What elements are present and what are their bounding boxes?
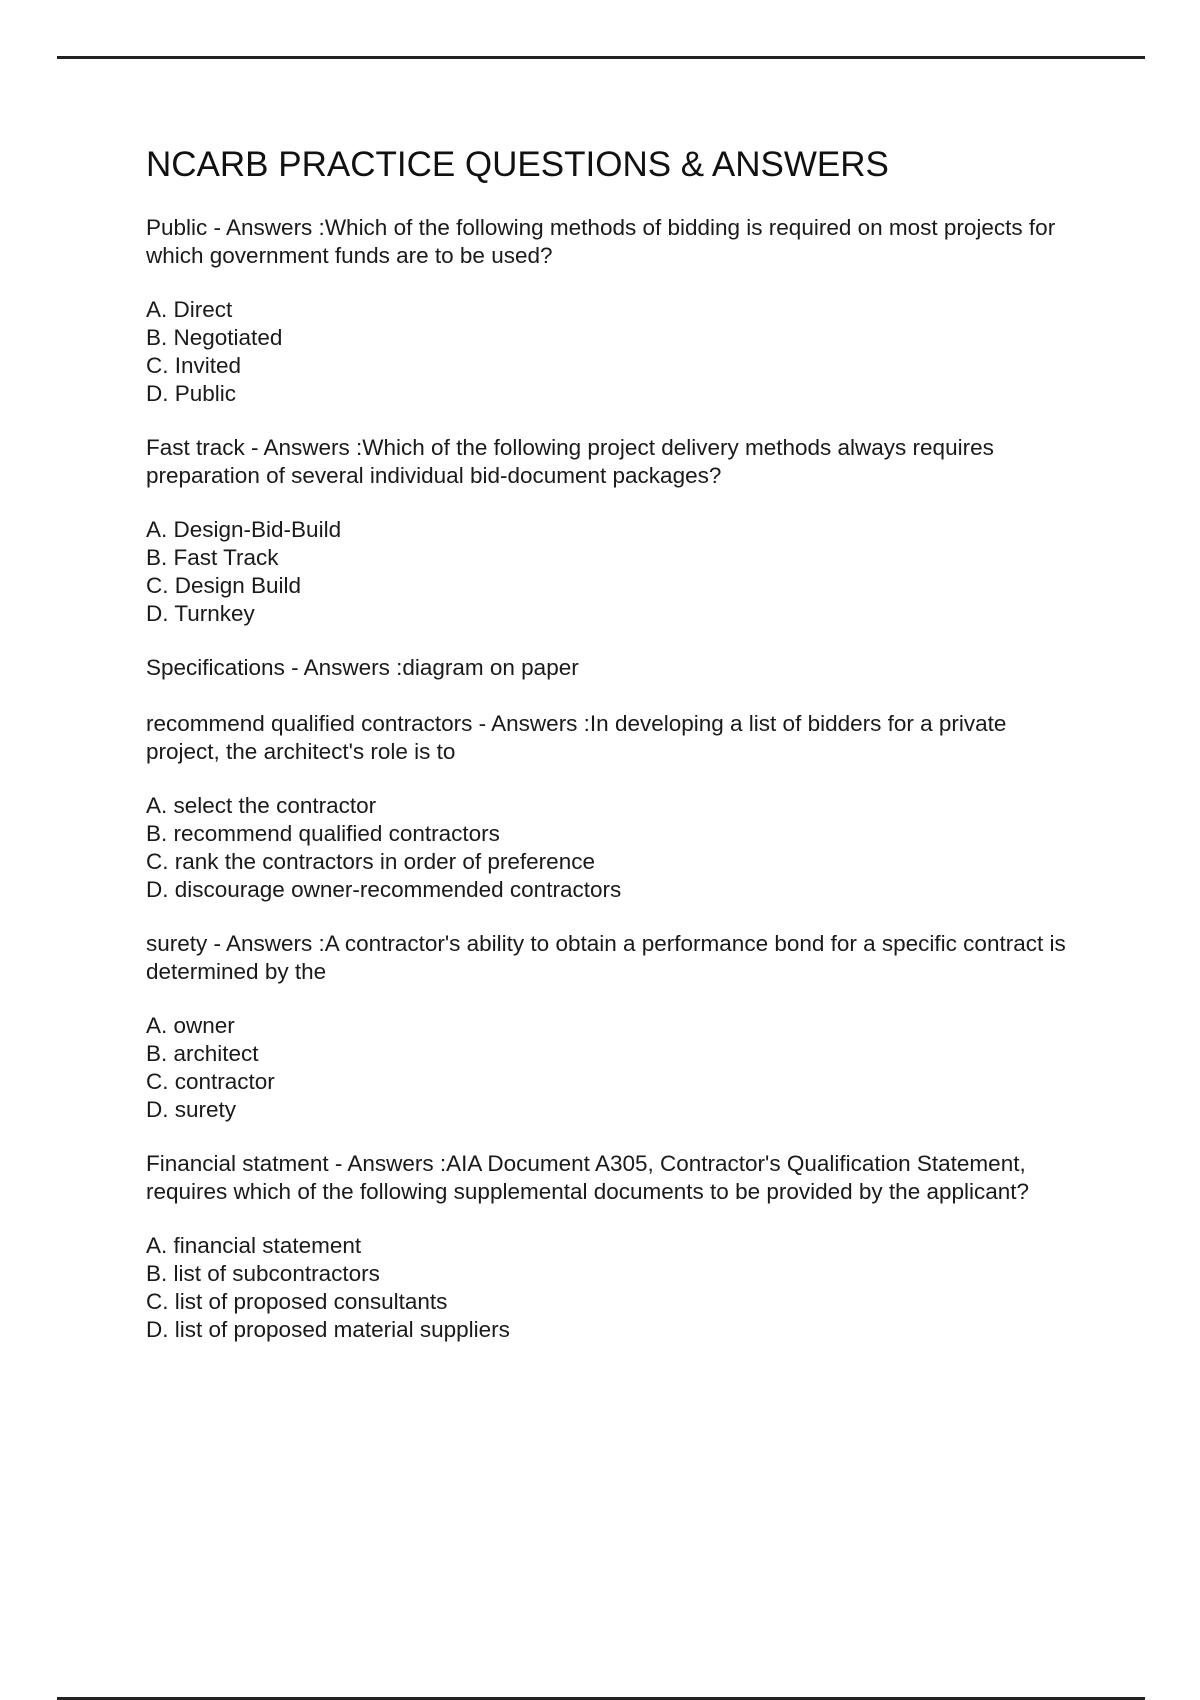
question-text: surety - Answers :A contractor's ability to obtain a performance bond for a specific contract is determined by the [146, 931, 1066, 984]
option: A. Design-Bid-Build [146, 517, 342, 542]
option: D. Turnkey [146, 601, 255, 626]
option: A. select the contractor [146, 793, 377, 818]
option: D. discourage owner-recommended contractors [146, 877, 622, 902]
option: C. contractor [146, 1069, 275, 1094]
answer-options [146, 1012, 1086, 1124]
question-text: Public - Answers :Which of the following methods of bidding is required on most projects for which government funds are to be used? [146, 215, 1056, 268]
option: B. Negotiated [146, 325, 283, 350]
option: D. surety [146, 1097, 237, 1122]
qa-item [146, 654, 1086, 682]
qa-item [146, 214, 1086, 408]
answer-options [146, 296, 1086, 408]
header-rule [57, 56, 1145, 59]
qa-item [146, 1150, 1086, 1344]
question-text: Specifications - Answers :diagram on paper [146, 655, 579, 680]
document-body [146, 140, 1086, 1370]
option: C. Design Build [146, 573, 302, 598]
option: C. rank the contractors in order of preference [146, 849, 595, 874]
answer-options [146, 1232, 1086, 1344]
answer-options [146, 516, 1086, 628]
option: B. list of subcontractors [146, 1261, 380, 1286]
option: C. list of proposed consultants [146, 1289, 448, 1314]
option: B. Fast Track [146, 545, 279, 570]
qa-item [146, 930, 1086, 1124]
question-text: Financial statment - Answers :AIA Document A305, Contractor's Qualification Statement, requires which of the following supplemental documents to be provided by the applicant? [146, 1151, 1030, 1204]
option: A. financial statement [146, 1233, 362, 1258]
answer-options [146, 792, 1086, 904]
page-title: NCARB PRACTICE QUESTIONS & ANSWERS [146, 145, 889, 184]
option: A. Direct [146, 297, 233, 322]
option: C. Invited [146, 353, 242, 378]
question-text: Fast track - Answers :Which of the following project delivery methods always requires preparation of several individual bid-document packages? [146, 435, 994, 488]
option: A. owner [146, 1013, 235, 1038]
question-text: recommend qualified contractors - Answers :In developing a list of bidders for a private project, the architect's role is to [146, 711, 1007, 764]
option: D. Public [146, 381, 237, 406]
qa-item [146, 710, 1086, 904]
option: B. recommend qualified contractors [146, 821, 500, 846]
option: B. architect [146, 1041, 259, 1066]
option: D. list of proposed material suppliers [146, 1317, 510, 1342]
qa-item [146, 434, 1086, 628]
